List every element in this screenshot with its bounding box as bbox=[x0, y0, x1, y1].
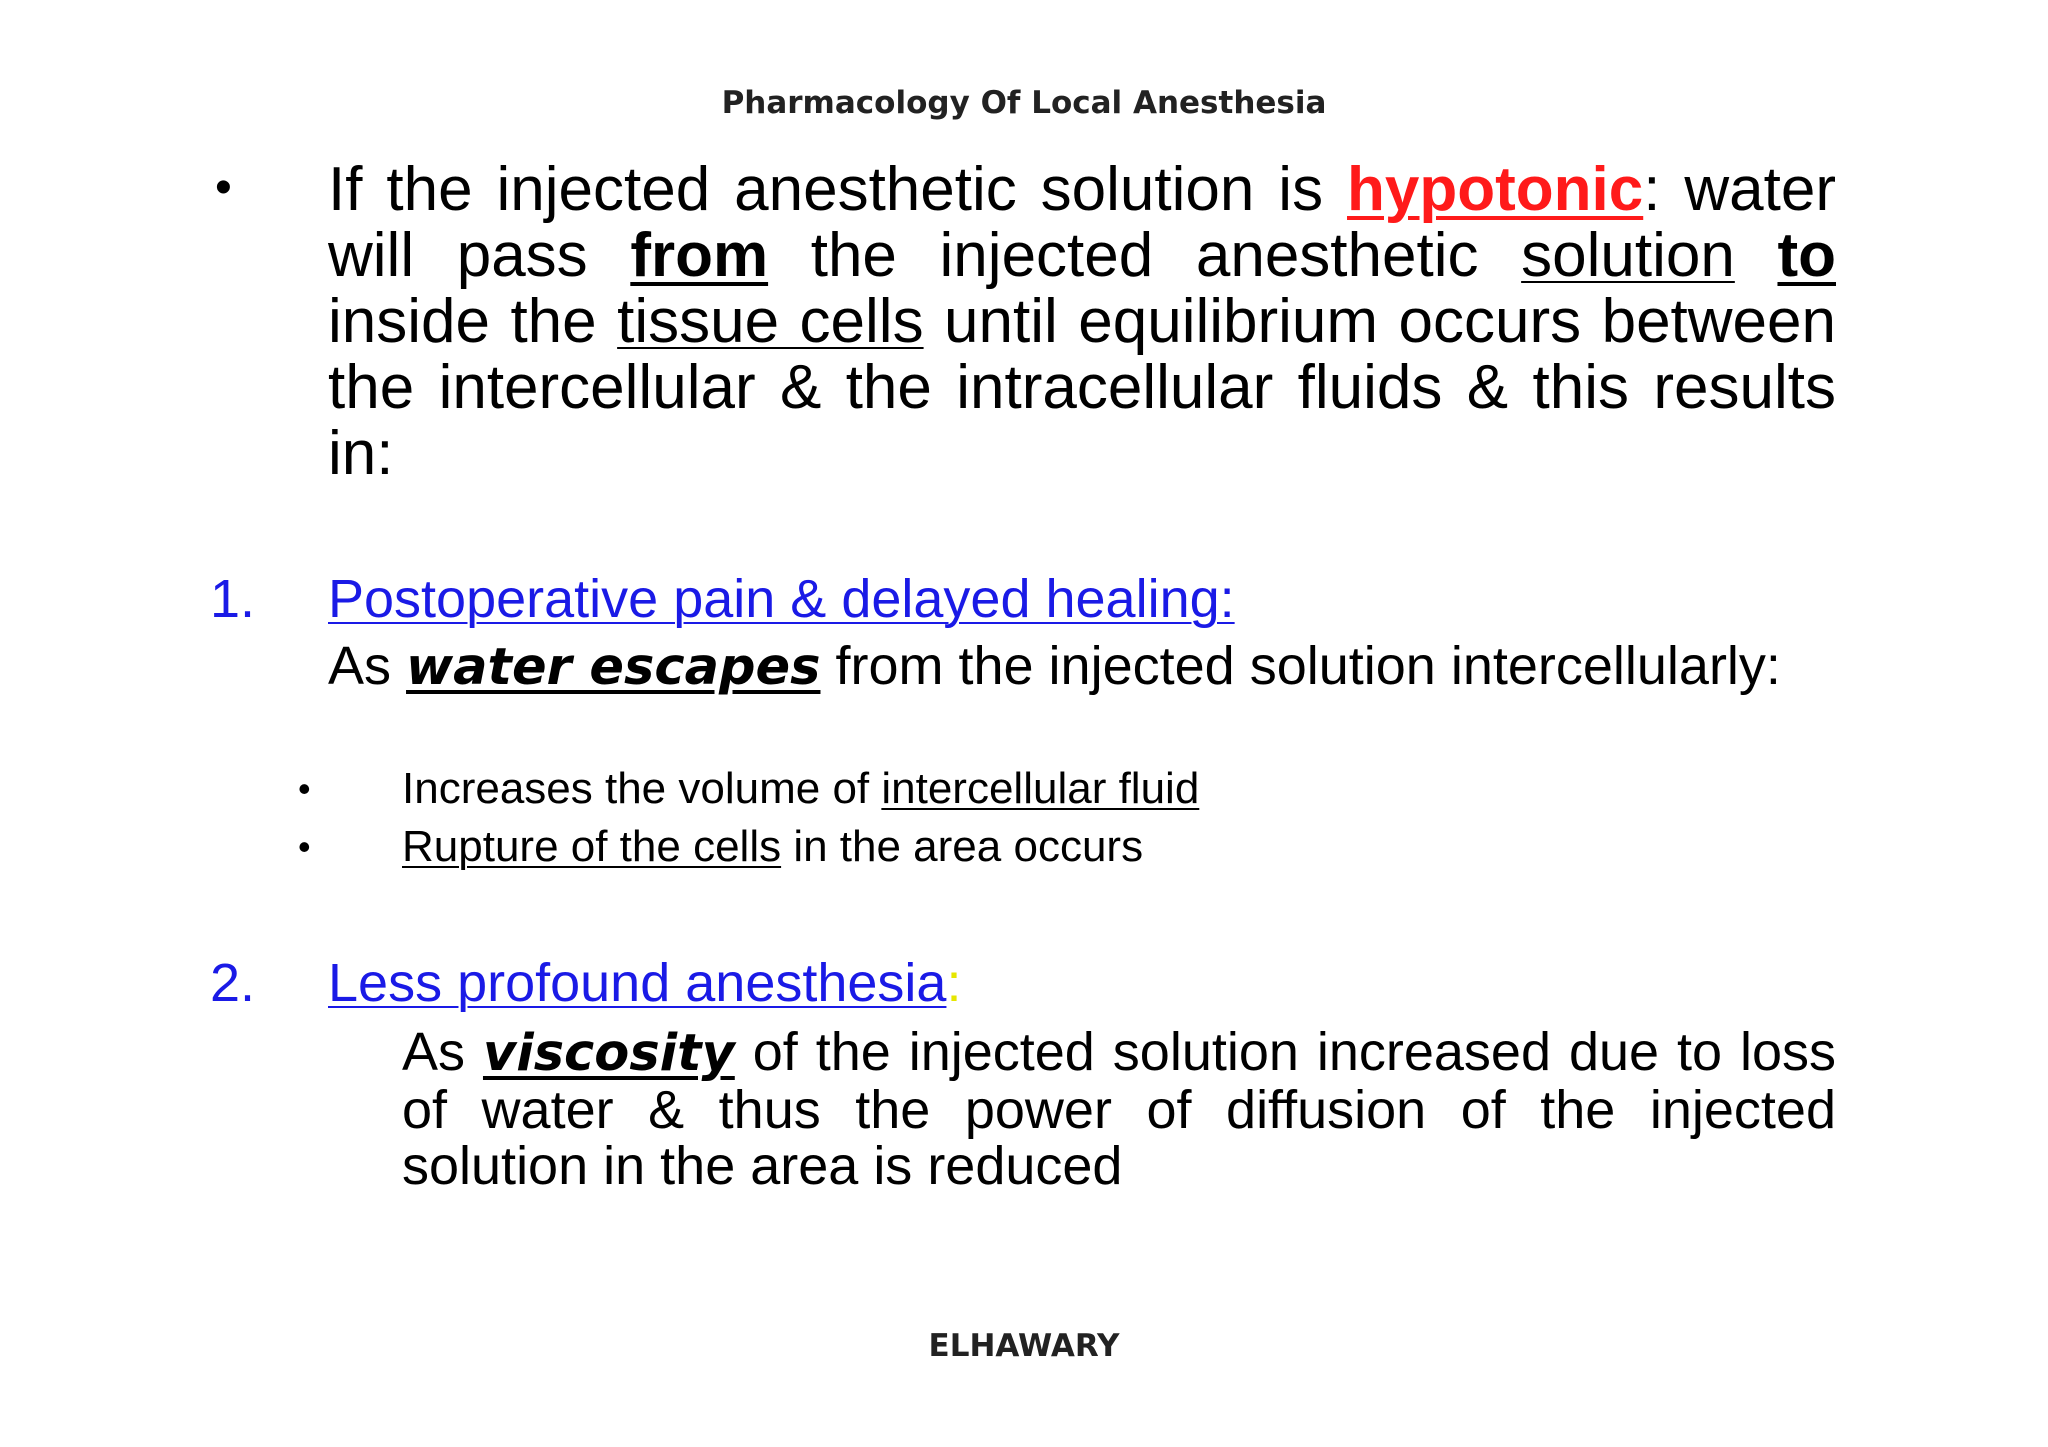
from-term: from bbox=[630, 221, 769, 290]
intro-text-6: until equilibrium occurs between the intercellular & the intracellular fluids & this results in: bbox=[328, 287, 1837, 488]
item1-sub2-text: in the area occurs bbox=[781, 822, 1144, 871]
item1-number: 1. bbox=[210, 569, 256, 629]
item1-heading: Postoperative pain & delayed healing: bbox=[328, 569, 1235, 629]
item1-text-1: As bbox=[328, 636, 407, 696]
slide-footer: ELHAWARY bbox=[928, 1328, 1120, 1364]
item2-heading: Less profound anesthesia bbox=[328, 953, 947, 1013]
item1-sub1 bbox=[402, 764, 1199, 814]
slide-header: Pharmacology Of Local Anesthesia bbox=[721, 85, 1327, 121]
hypotonic-term: hypotonic bbox=[1347, 155, 1644, 224]
intro-text-5: inside the bbox=[328, 287, 618, 356]
intercellular-fluid-term: intercellular fluid bbox=[881, 764, 1200, 813]
intro-paragraph bbox=[328, 157, 1836, 487]
intro-colon: : bbox=[1643, 155, 1661, 224]
intro-text-3: the injected anesthetic bbox=[768, 221, 1522, 290]
item2-number: 2. bbox=[210, 953, 256, 1013]
item2-heading-colon: : bbox=[946, 953, 962, 1013]
item1-sub1-bullet: • bbox=[298, 768, 311, 809]
item2-text-1: As bbox=[402, 1022, 483, 1082]
item1-text-2: from the injected solution intercellularly: bbox=[820, 636, 1781, 696]
item1-sub2-bullet: • bbox=[298, 826, 311, 867]
solution-term: solution bbox=[1521, 221, 1735, 290]
item1-sub1-text: Increases the volume of bbox=[402, 764, 882, 813]
item2-heading-line bbox=[328, 952, 961, 1014]
item2-text-2: of the injected solution increased due to loss of water & thus the power of diffusion of the injected solution in the area is reduced bbox=[402, 1022, 1836, 1196]
intro-text-4 bbox=[1735, 221, 1778, 290]
water-escapes-term: water escapes bbox=[406, 638, 821, 697]
intro-text-1: If the injected anesthetic solution is bbox=[328, 155, 1348, 224]
intro-text-2: water will pass bbox=[328, 155, 1836, 290]
viscosity-term: viscosity bbox=[482, 1024, 735, 1083]
item2-paragraph bbox=[402, 1024, 1836, 1194]
to-term: to bbox=[1777, 221, 1836, 290]
intro-bullet: • bbox=[215, 161, 232, 214]
item1-sub2 bbox=[402, 822, 1143, 872]
tissue-cells-term: tissue cells bbox=[617, 287, 924, 356]
rupture-of-cells-term: Rupture of the cells bbox=[402, 822, 782, 871]
item1-paragraph bbox=[328, 638, 1836, 696]
